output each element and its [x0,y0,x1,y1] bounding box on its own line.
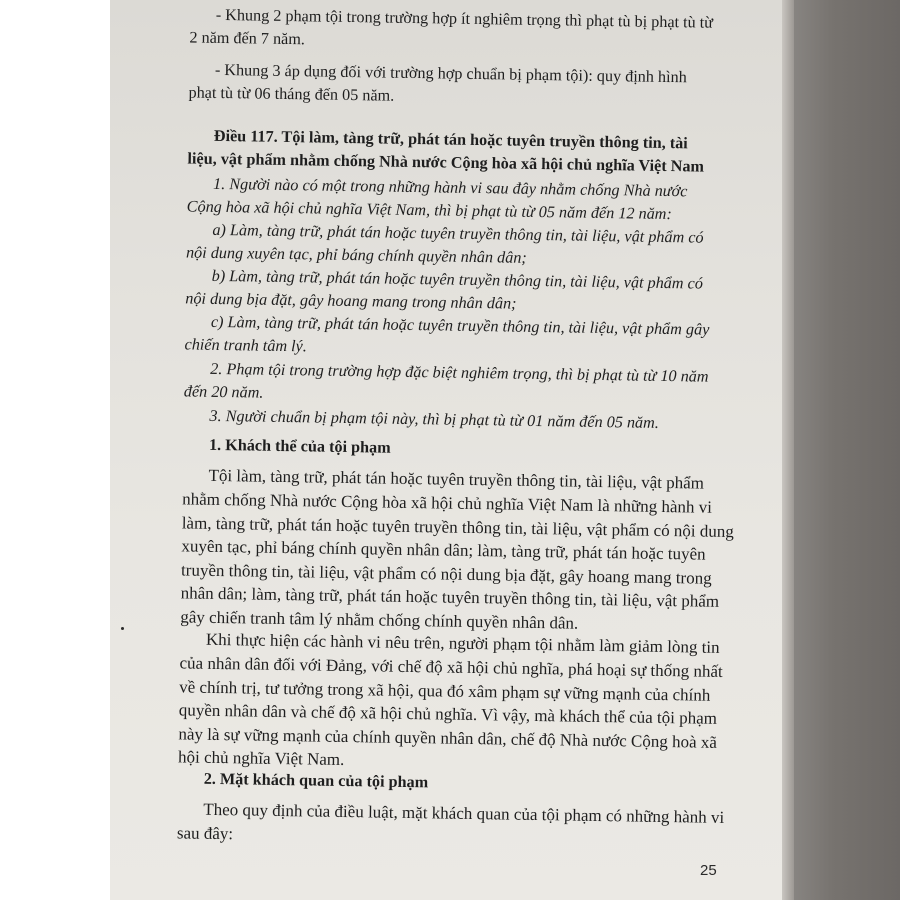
section-1-para-2-cont [178,652,723,776]
intro-line: - Khung 3 áp dụng đối với trường hợp chuẩn bị phạm tội): quy định hình [214,60,687,87]
intro-paragraph-cont [189,27,305,50]
section-2-para-cont [177,822,234,844]
intro-line: - Khung 2 phạm tội trong trường hợp ít nghiêm trọng thì phạt tù bị phạt tù từ [215,5,714,32]
paragraph-line: truyền thông tin, tài liệu, vật phẩm có nội dung bịa đặt, gây hoang mang trong [180,559,712,588]
paragraph-line: của nhân dân đối với Đảng, với chế độ xã hội chủ nghĩa, phá hoại sự thống nhất [179,653,723,681]
intro-paragraph-2-cont [188,82,394,107]
article-line: 3. Người chuẩn bị phạm tội này, thì bị phạt tù từ 01 năm đến 05 năm. [209,406,659,432]
section-1-heading: 1. Khách thể của tội phạm [208,435,391,457]
article-line: c) Làm, tàng trữ, phát tán hoặc tuyên truyền thông tin, tài liệu, vật phẩm gây [210,312,710,339]
article-line: 1. Người nào có một trong những hành vi sau đây nhằm chống Nhà nước [212,174,688,201]
paragraph-line: Khi thực hiện các hành vi nêu trên, người phạm tội nhằm làm giảm lòng tin [205,629,720,657]
margin-dot [121,627,124,630]
paragraph-line: nhằm chống Nhà nước Cộng hòa xã hội chủ nghĩa Việt Nam là những hành vi [182,489,713,517]
section-1-heading-wrap [209,435,391,459]
article-line: nội dung xuyên tạc, phỉ báng chính quyền nhân dân; [185,243,527,267]
article-clause-2-cont [184,381,264,404]
section-2-heading-wrap [204,769,429,794]
paragraph-line: gây chiến tranh tâm lý nhằm chống chính quyền nhân dân. [180,606,579,633]
article-line: b) Làm, tàng trữ, phát tán hoặc tuyên truyền thông tin, tài liệu, vật phẩm có [211,266,704,293]
paragraph-line: xuyên tạc, phỉ báng chính quyền nhân dân; làm, tàng trữ, phát tán hoặc tuyên [181,536,706,564]
article-line: a) Làm, tàng trữ, phát tán hoặc tuyên truyền thông tin, tài liệu, vật phẩm có [212,220,704,247]
article-line: nội dung bịa đặt, gây hoang mang trong nhân dân; [185,289,517,313]
paragraph-line: sau đây: [176,823,234,844]
background-surface [788,0,900,900]
article-title-line: Điều 117. Tội làm, tàng trữ, phát tán hoặc tuyên truyền thông tin, tài [213,126,688,153]
paragraph-line: làm, tàng trữ, phát tán hoặc tuyên truyền thông tin, tài liệu, vật phẩm có nội dung [181,512,735,541]
section-2-heading: 2. Mặt khách quan của tội phạm [203,769,429,792]
page-number: 25 [700,862,717,879]
paragraph-line: này là sự vững mạnh của chính quyền nhân dân, chế độ Nhà nước Cộng hoà xã [178,723,718,752]
article-point-c-cont [184,334,307,357]
paragraph-line: quyền nhân dân và chế độ xã hội chủ nghĩa. Vì vậy, mà khách thể của tội phạm [178,700,718,728]
paragraph-line: nhân dân; làm, tàng trữ, phát tán hoặc tuyên truyền thông tin, tài liệu, vật phẩm [180,583,720,611]
intro-line: 2 năm đến 7 năm. [189,28,306,49]
page-edge-shadow [782,0,794,900]
article-line: chiến tranh tâm lý. [184,335,308,356]
section-1-para-1-cont [180,488,734,636]
paragraph-line: Theo quy định của điều luật, mặt khách quan của tội phạm có những hành vi [203,799,725,827]
intro-line: phạt tù từ 06 tháng đến 05 năm. [188,83,395,105]
article-title-line: liệu, vật phẩm nhằm chống Nhà nước Cộng hòa xã hội chủ nghĩa Việt Nam [187,149,705,176]
article-line: 2. Phạm tội trong trường hợp đặc biệt nghiêm trọng, thì bị phạt tù từ 10 năm [210,359,709,386]
article-line: đến 20 năm. [183,382,264,402]
article-line: Cộng hòa xã hội chủ nghĩa Việt Nam, thì bị phạt tù từ 05 năm đến 12 năm: [186,197,672,224]
paragraph-line: Tội làm, tàng trữ, phát tán hoặc tuyên truyền thông tin, tài liệu, vật phẩm [208,465,705,493]
paragraph-line: hội chủ nghĩa Việt Nam. [177,747,345,769]
paragraph-line: về chính trị, tư tưởng trong xã hội, qua đó xâm phạm sự vững mạnh của chính [179,676,711,705]
